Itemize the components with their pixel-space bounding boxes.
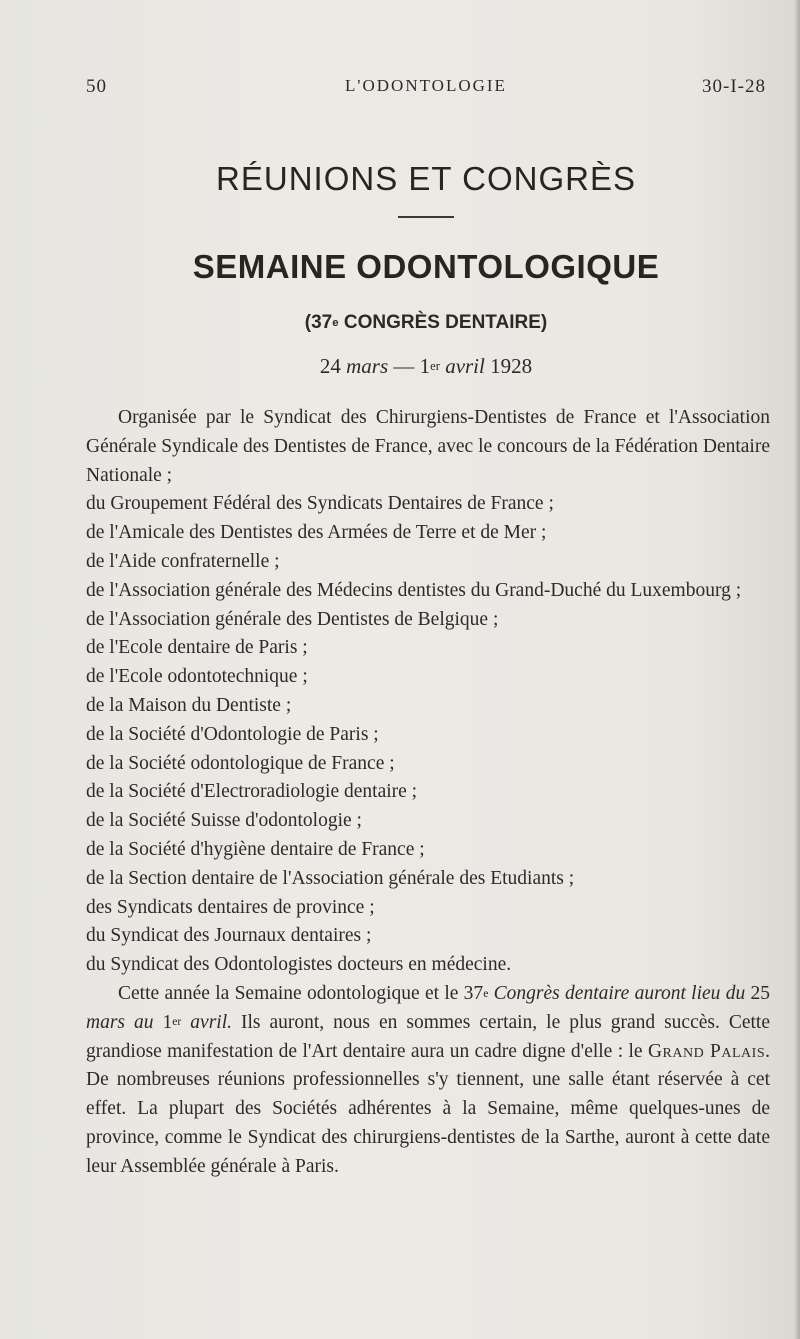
list-item: de la Maison du Dentiste ; — [86, 694, 292, 716]
closing-part2: Ils auront, nous en sommes certain, le plus grand succès. Cette grandiose manifestation de l'Art dentaire aura un cadre digne d'elle : le — [86, 1011, 770, 1062]
closing-paragraph — [86, 980, 770, 1182]
list-item: du Syndicat des Odontologistes docteurs en médecine. — [86, 954, 512, 976]
closing-italic1: Congrès dentaire auront lieu du — [488, 982, 751, 1004]
list-item: de l'Aide confraternelle ; — [86, 550, 280, 572]
closing-num2: 1 — [162, 1011, 173, 1033]
article-body — [86, 404, 770, 1182]
list-item: de l'Ecole dentaire de Paris ; — [86, 637, 308, 659]
running-header — [86, 76, 766, 106]
list-item: des Syndicats dentaires de province ; — [86, 896, 375, 918]
list-item: de l'Association générale des Médecins dentistes du Grand-Duché du Luxembourg ; — [86, 579, 742, 601]
article-title: SEMAINE ODONTOLOGIQUE — [192, 248, 660, 285]
list-item: de la Société d'hygiène dentaire de France ; — [86, 838, 425, 860]
closing-italic2: mars au — [86, 1011, 163, 1033]
date-line — [0, 354, 800, 379]
list-item: de l'Ecole odontotechnique ; — [86, 666, 308, 688]
article-subtitle — [0, 312, 800, 334]
subtitle-sup: e — [332, 316, 339, 329]
list-item: de la Société odontologique de France ; — [86, 752, 395, 774]
list-item: de la Société d'Electroradiologie dentaire ; — [86, 781, 418, 803]
date-month2: avril — [439, 354, 485, 378]
list-item: de l'Association générale des Dentistes de Belgique ; — [86, 608, 499, 630]
date-day1: 24 — [319, 354, 347, 378]
list-item: du Syndicat des Journaux dentaires ; — [86, 925, 372, 947]
title-divider — [398, 216, 454, 218]
issue-date: 30-I-28 — [702, 76, 766, 97]
closing-italic3: avril. — [181, 1011, 233, 1033]
closing-part3: . De nombreuses réunions professionnelles s'y tiennent, une salle étant réservée à cet effet. La plupart des Sociétés adhérentes à la Semaine, même quelques-unes de province, comme le Syndicat des chirurgiens-dentistes de la Sarthe, auront à cette date leur Assemblée générale à Paris. — [86, 1040, 770, 1177]
subtitle-open: (37 — [304, 312, 333, 333]
date-dash: — — [388, 354, 420, 378]
closing-num: 25 — [750, 982, 770, 1004]
closing-sup1: e — [483, 986, 489, 1000]
date-month1: mars — [346, 354, 389, 378]
subtitle-rest: CONGRÈS DENTAIRE) — [338, 312, 548, 333]
closing-sup2: er — [172, 1015, 182, 1029]
page-number: 50 — [86, 76, 107, 97]
list-item: du Groupement Fédéral des Syndicats Dentaires de France ; — [86, 493, 554, 515]
page-edge-shadow — [794, 0, 800, 1339]
list-item: de la Section dentaire de l'Association générale des Etudiants ; — [86, 867, 575, 889]
date-sup: er — [430, 359, 440, 374]
list-item: de l'Amicale des Dentistes des Armées de Terre et de Mer ; — [86, 522, 547, 544]
closing-smallcaps: Grand Palais — [647, 1040, 766, 1062]
journal-title: L'ODONTOLOGIE — [345, 76, 507, 95]
closing-part1: Cette année la Semaine odontologique et le 37 — [118, 982, 484, 1004]
intro-paragraph: Organisée par le Syndicat des Chirurgiens-Dentistes de France et l'Association Générale Syndicale des Dentistes de France, avec le concours de la Fédération Dentaire Nationale ; — [86, 407, 770, 486]
date-day2: 1 — [419, 354, 431, 378]
date-year: 1928 — [484, 354, 533, 378]
list-item: de la Société Suisse d'odontologie ; — [86, 810, 362, 832]
list-item: de la Société d'Odontologie de Paris ; — [86, 723, 379, 745]
section-title: RÉUNIONS ET CONGRÈS — [216, 160, 636, 197]
